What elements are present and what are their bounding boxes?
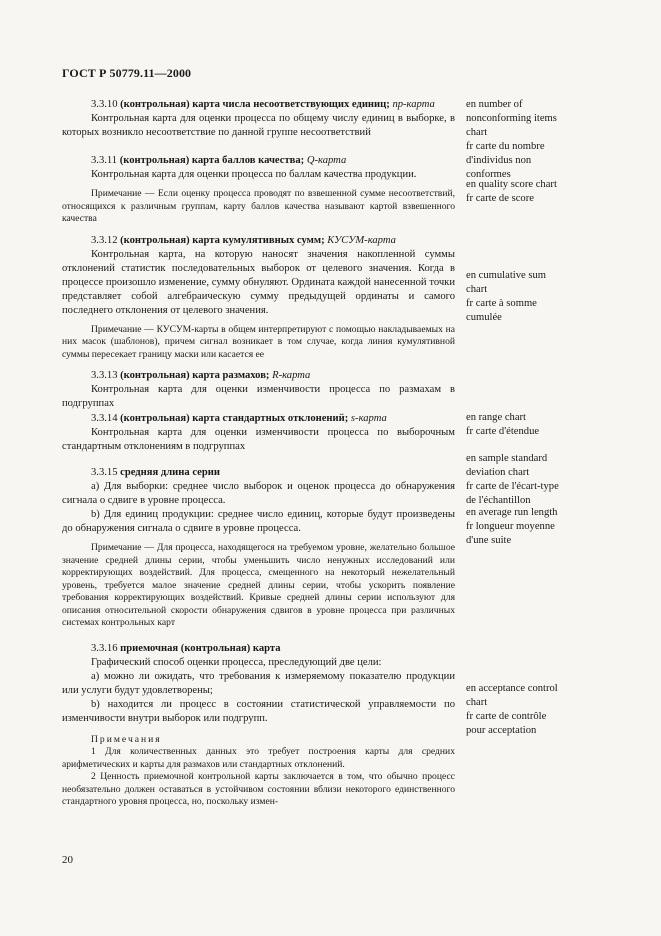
- term-note: Примечание — КУСУМ-карты в общем интерпретируют с помощью накладываемых на них масок (шаблонов), причем сигнал возникает в том случае, когда линия кумулятивной суммы пересекает границу маски или касается ее: [62, 323, 455, 360]
- term-note: Примечание — Если оценку процесса проводят по взвешенной сумме несоответствий, относящихся к различным группам, карту баллов качества называют картой взвешенного качества: [62, 188, 455, 224]
- note-item-2: 2 Ценность приемочной контрольной карты заключается в том, что обычно процесс необязательно должен оставаться в устойчивом состоянии вблизи некоторого единственного стандартного уровня процесса, но, поскольку измен-: [62, 771, 455, 807]
- term-number: 3.3.14: [91, 413, 118, 424]
- term-heading: [62, 234, 455, 248]
- term-heading: [62, 154, 455, 168]
- term-entry-3-3-12: [62, 234, 455, 362]
- equivalent-line: chart: [466, 697, 488, 708]
- term-name: приемочная (контрольная) карта: [120, 642, 281, 654]
- term-number: 3.3.15: [91, 467, 118, 478]
- term-heading: [62, 412, 455, 426]
- term-number: 3.3.13: [91, 370, 118, 381]
- term-entry-3-3-14: [62, 412, 455, 454]
- equivalents-3-3-15: [466, 506, 646, 548]
- equivalent-line: nonconforming items: [466, 113, 557, 124]
- term-note: Примечание — Для процесса, находящегося на требуемом уровне, желательно большое значение средней длины серии, чтобы уменьшить число ненужных исследований или корректирующих воздействий. Для процесса, смещенного на некоторый нежелательный уровень, требуется малое значение средней длины серии, чтобы ускорить появление требования корректирующих воздействий. Кривые средней длины серии используют для описания относительной скорости обнаружения сдвигов в уровне процесса при различных системах контрольных карт: [62, 542, 455, 628]
- term-name: (контрольная) карта баллов качества;: [119, 155, 305, 166]
- term-definition-b: b) Для единиц продукции: среднее число единиц, которые будут произведены до обнаружения сигнала о сдвиге в уровне процесса.: [62, 509, 455, 534]
- equivalent-line: en quality score chart: [466, 179, 557, 190]
- term-entry-3-3-10: [62, 98, 455, 140]
- equivalent-line: en number of: [466, 99, 523, 110]
- equivalent-line: fr carte de score: [466, 193, 534, 204]
- equivalent-line: en sample standard: [466, 453, 548, 464]
- equivalent-line: d'individus non: [466, 155, 532, 166]
- term-definition: Контрольная карта для оценки процесса по баллам качества продукции.: [91, 169, 417, 180]
- term-number: 3.3.12: [91, 234, 118, 246]
- main-column: [62, 98, 455, 816]
- equivalent-line: chart: [466, 284, 488, 295]
- equivalents-3-3-12: [466, 269, 646, 325]
- term-abbreviation: пр-карта: [392, 99, 435, 110]
- term-number: 3.3.16: [91, 642, 118, 654]
- equivalents-3-3-10: [466, 98, 646, 182]
- equivalent-line: deviation chart: [466, 467, 530, 478]
- term-name: (контрольная) карта числа несоответствующих единиц;: [120, 99, 390, 110]
- term-definition: Контрольная карта для оценки процесса по общему числу единиц в выборке, в которых возникло несоответствие по данной группе несоответствий: [62, 113, 455, 138]
- term-name: средняя длина серии: [120, 467, 220, 478]
- equivalent-line: fr carte à somme: [466, 298, 537, 309]
- equivalent-line: fr carte de l'écart-type: [466, 481, 559, 492]
- term-heading: [62, 466, 455, 480]
- term-heading: [62, 369, 455, 383]
- term-heading: [62, 642, 455, 656]
- term-definition: Контрольная карта, на которую наносят значения накопленной суммы отклонений статистик последовательных выборок от целевого значения. Когда в процессе произошло изменение, сумму обнуляют. Ордината каждой нанесенной точки представляет собой алгебраическую сумму предыдущей ординаты и самого последнего отклонения от целевого значения.: [62, 248, 455, 316]
- term-name: (контрольная) карта кумулятивных сумм;: [120, 234, 325, 246]
- term-number: 3.3.10: [91, 99, 118, 110]
- term-entry-3-3-15: [62, 466, 455, 630]
- term-abbreviation: s-карта: [350, 413, 387, 424]
- term-entry-3-3-13: [62, 369, 455, 411]
- term-entry-3-3-16: [62, 642, 455, 809]
- equivalent-line: en average run length: [466, 507, 558, 518]
- equivalent-line: pour acceptation: [466, 725, 537, 736]
- equivalent-line: conformes: [466, 169, 511, 180]
- equivalents-3-3-11: [466, 178, 646, 206]
- term-abbreviation: КУСУМ-карта: [327, 234, 396, 246]
- equivalents-3-3-14: [466, 452, 646, 508]
- term-name: (контрольная) карта размахов;: [120, 370, 270, 381]
- term-definition: Контрольная карта для оценки изменчивости процесса по выборочным стандартным отклонениям в подгруппах: [62, 427, 455, 452]
- equivalent-line: fr carte du nombre: [466, 141, 545, 152]
- term-name: (контрольная) карта стандартных отклонений;: [120, 413, 349, 424]
- note-item-1: 1 Для количественных данных это требует построения карты для средних арифметических и карты для размахов или стандартных отклонений.: [62, 746, 455, 770]
- equivalent-line: fr carte de contrôle: [466, 711, 547, 722]
- equivalent-line: fr longueur moyenne: [466, 521, 555, 532]
- term-number: 3.3.11: [91, 155, 118, 166]
- notes-heading: Примечания: [91, 733, 162, 745]
- equivalent-line: fr carte d'étendue: [466, 426, 540, 437]
- equivalent-line: de l'échantillon: [466, 495, 531, 506]
- term-definition: Контрольная карта для оценки изменчивости процесса по размахам в подгруппах: [62, 384, 455, 409]
- equivalent-line: d'une suite: [466, 535, 512, 546]
- term-definition: Графический способ оценки процесса, преследующий две цели:: [91, 656, 382, 668]
- equivalent-line: chart: [466, 127, 488, 138]
- document-header: ГОСТ Р 50779.11—2000: [62, 66, 192, 80]
- equivalent-line: cumulée: [466, 312, 502, 323]
- term-entry-3-3-11: [62, 154, 455, 226]
- equivalents-3-3-13: [466, 411, 646, 439]
- term-abbreviation: R-карта: [272, 370, 311, 381]
- term-abbreviation: Q-карта: [306, 155, 347, 166]
- term-definition-a: а) можно ли ожидать, что требования к измеряемому показателю продукции или услуги будут удовлетворены;: [62, 670, 455, 696]
- equivalent-line: en cumulative sum: [466, 270, 547, 281]
- term-definition-a: а) Для выборки: среднее число выборок и оценок процесса до обнаружения сигнала о сдвиге в уровне процесса.: [62, 481, 455, 506]
- equivalent-line: en acceptance control: [466, 683, 558, 694]
- equivalents-3-3-16: [466, 682, 646, 738]
- term-definition-b: b) находится ли процесс в состоянии статистической управляемости по изменчивости внутри выборок или подгрупп.: [62, 698, 455, 724]
- page-number: 20: [62, 854, 73, 866]
- equivalent-line: en range chart: [466, 412, 526, 423]
- term-heading: [62, 98, 455, 112]
